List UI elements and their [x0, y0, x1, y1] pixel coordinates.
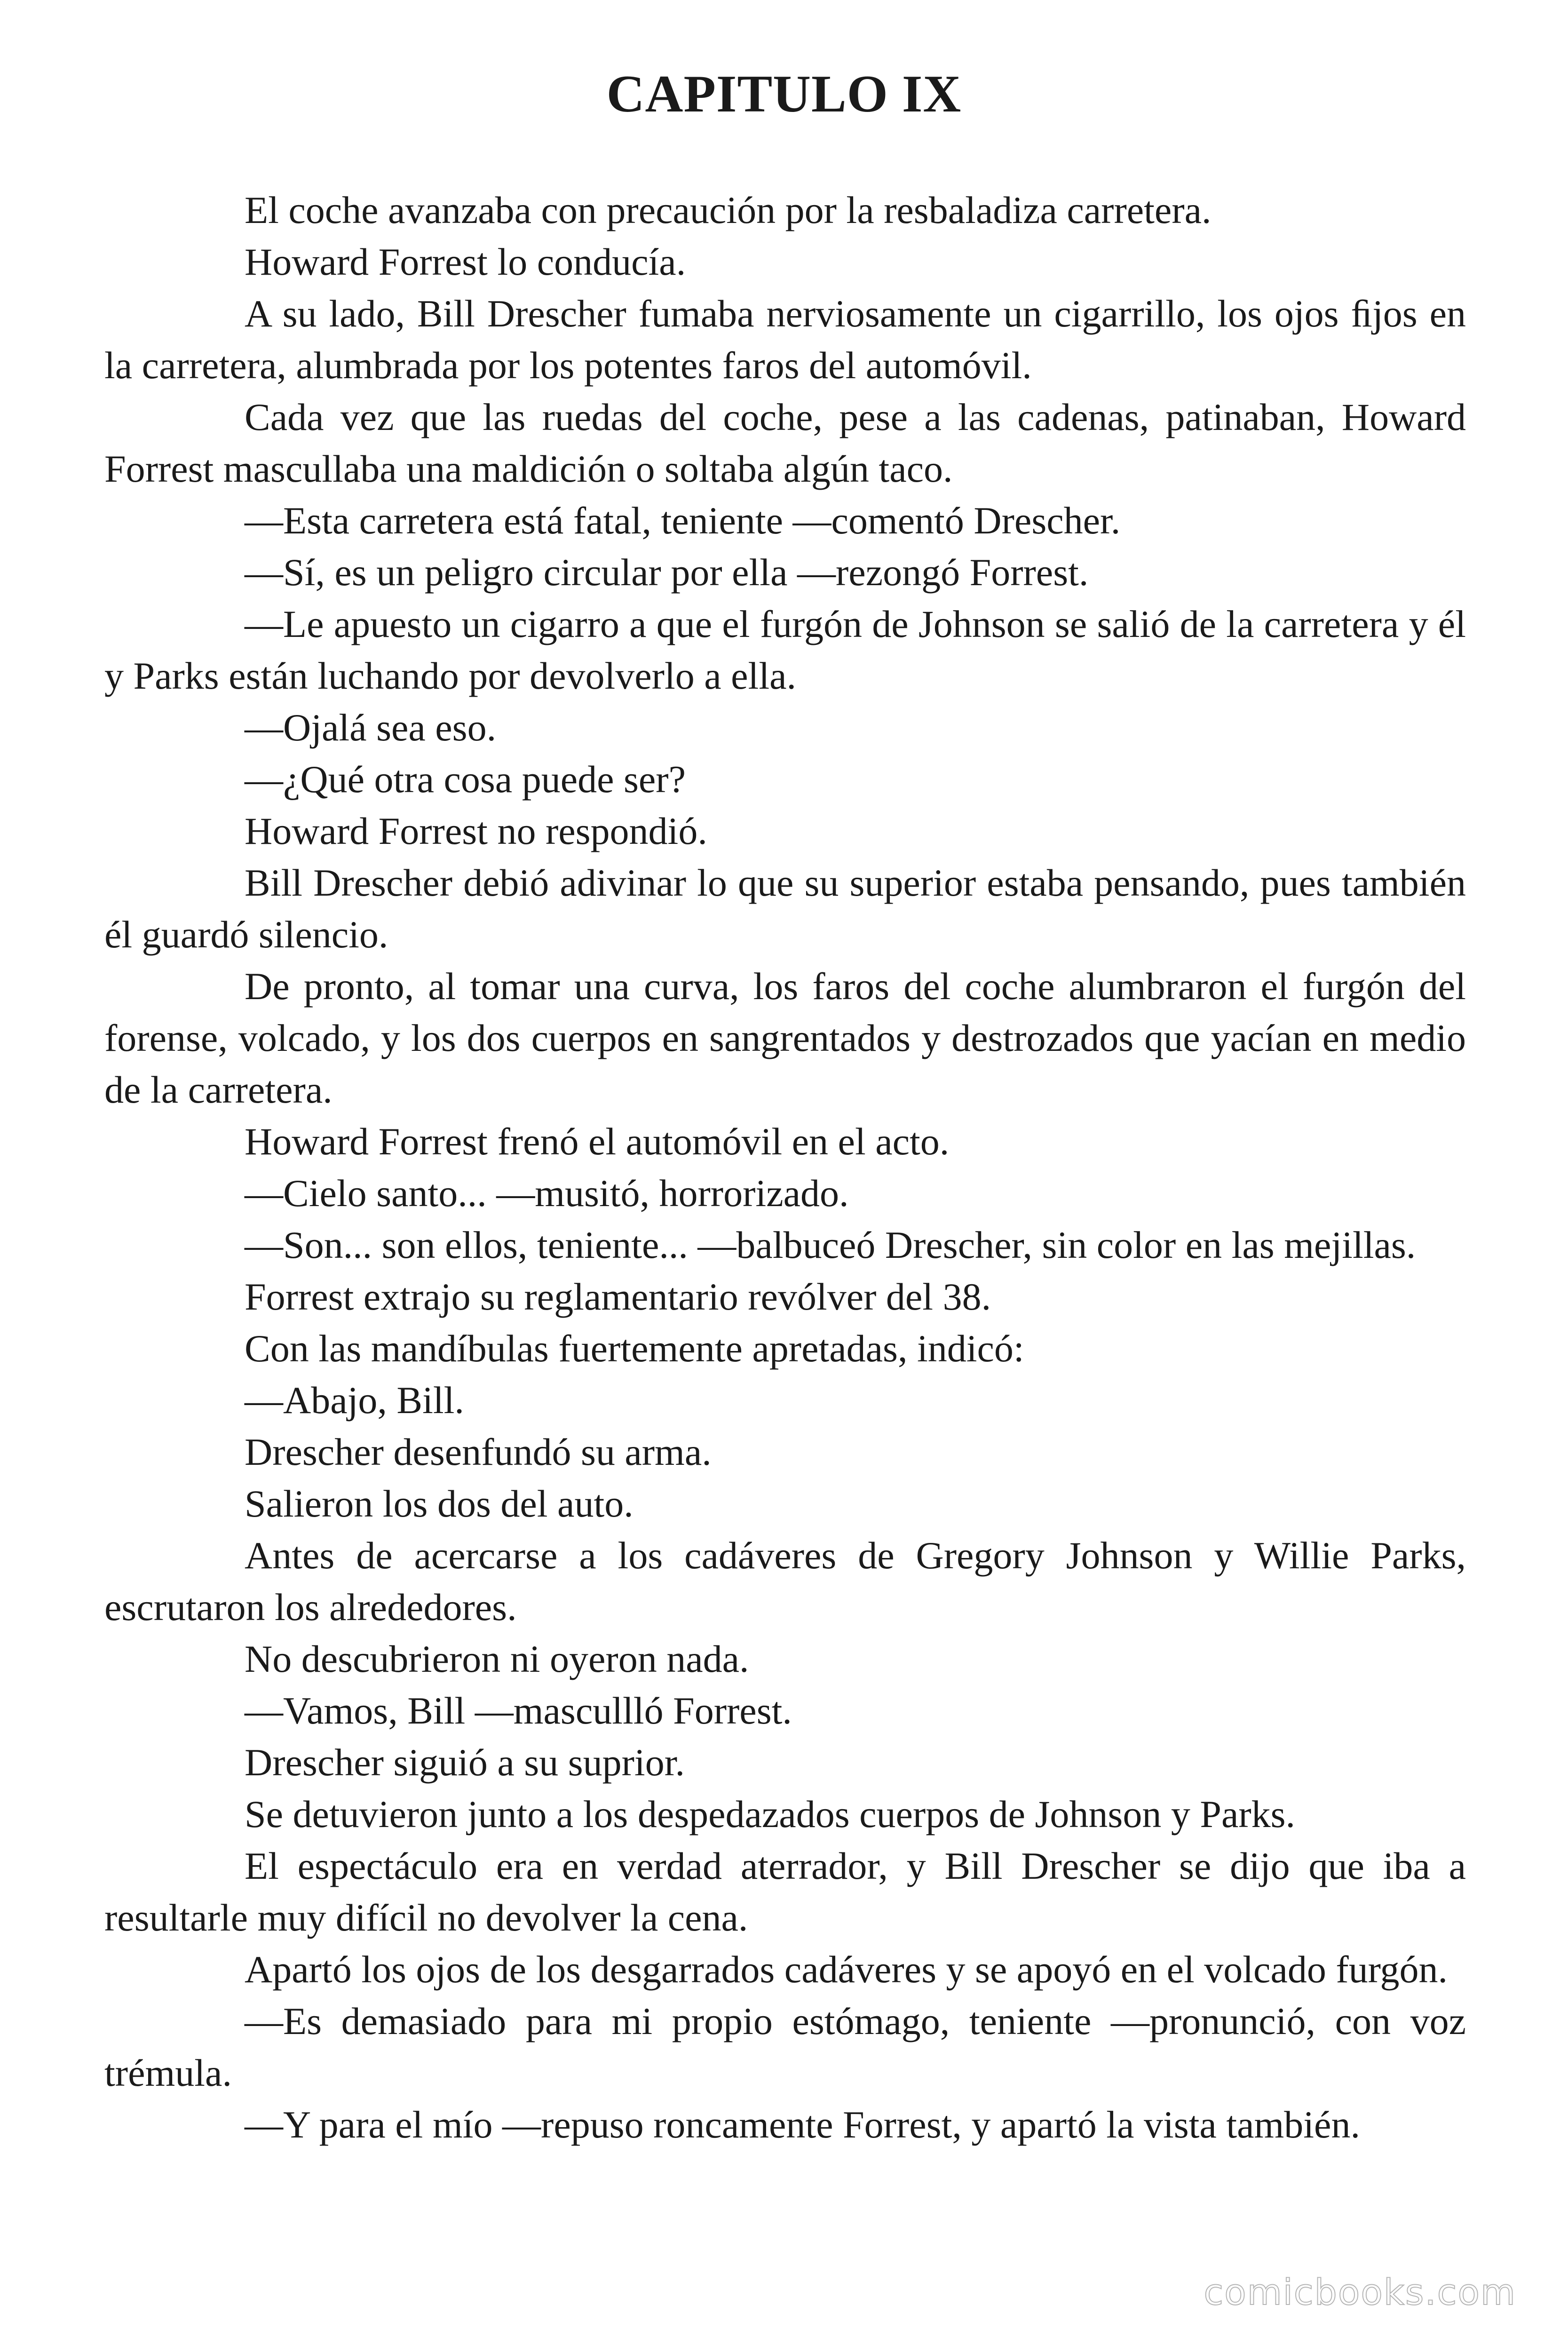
paragraph: De pronto, al tomar una curva, los faros del coche alumbraron el furgón del forense, volcado, y los dos cuerpos en sangrentados y destrozados que yacían en medio de la carretera.: [104, 965, 1466, 1111]
chapter-body: [104, 184, 1466, 2151]
paragraph: No descubrieron ni oyeron nada.: [245, 1637, 749, 1680]
paragraph: Drescher desenfundó su arma.: [245, 1430, 712, 1473]
paragraph: Drescher siguió a su suprior.: [245, 1741, 685, 1784]
paragraph: Antes de acercarse a los cadáveres de Gregory Johnson y Willie Parks, escrutaron los alrededores.: [104, 1534, 1466, 1629]
paragraph: —Esta carretera está fatal, teniente —comentó Drescher.: [245, 499, 1121, 542]
paragraph: —Cielo santo... —musitó, horrorizado.: [245, 1172, 849, 1215]
paragraph: Bill Drescher debió adivinar lo que su superior estaba pensando, pues también él guardó silencio.: [104, 861, 1466, 956]
paragraph: —Sí, es un peligro circular por ella —rezongó Forrest.: [245, 551, 1089, 594]
paragraph: —Es demasiado para mi propio estómago, teniente —pronunció, con voz trémula.: [104, 2000, 1466, 2094]
paragraph: Howard Forrest no respondió.: [245, 810, 707, 852]
paragraph: —Son... son ellos, teniente... —balbuceó Drescher, sin color en las mejillas.: [245, 1224, 1416, 1266]
paragraph: —Le apuesto un cigarro a que el furgón de Johnson se salió de la carretera y él y Parks están luchando por devolverlo a ella.: [104, 603, 1466, 697]
paragraph: —Vamos, Bill —mascullló Forrest.: [245, 1689, 792, 1732]
paragraph: —Ojalá sea eso.: [245, 706, 497, 749]
watermark: comicbooks.com: [1204, 2271, 1516, 2313]
paragraph: —¿Qué otra cosa puede ser?: [245, 758, 686, 801]
paragraph: Howard Forrest frenó el automóvil en el acto.: [245, 1120, 950, 1163]
paragraph: El coche avanzaba con precaución por la resbaladiza carretera.: [245, 189, 1212, 231]
paragraph: Cada vez que las ruedas del coche, pese a las cadenas, patinaban, Howard Forrest mascullaba una maldición o soltaba algún taco.: [104, 396, 1466, 490]
paragraph: Apartó los ojos de los desgarrados cadáveres y se apoyó en el volcado furgón.: [245, 1948, 1448, 1991]
paragraph: Salieron los dos del auto.: [245, 1482, 634, 1525]
paragraph: Howard Forrest lo conducía.: [245, 240, 686, 283]
paragraph: —Abajo, Bill.: [245, 1379, 464, 1422]
paragraph: Se detuvieron junto a los despedazados cuerpos de Johnson y Parks.: [245, 1793, 1296, 1836]
paragraph: Forrest extrajo su reglamentario revólver del 38.: [245, 1275, 991, 1318]
paragraph: A su lado, Bill Drescher fumaba nerviosamente un cigarrillo, los ojos ﬁjos en la carretera, alumbrada por los potentes faros del automóvil.: [104, 292, 1466, 387]
paragraph: Con las mandíbulas fuertemente apretadas, indicó:: [245, 1327, 1024, 1370]
paragraph: —Y para el mío —repuso roncamente Forrest, y apartó la vista también.: [245, 2103, 1360, 2146]
paragraph: El espectáculo era en verdad aterrador, y Bill Drescher se dijo que iba a resultarle muy difícil no devolver la cena.: [104, 1844, 1466, 1939]
chapter-title: CAPITULO IX: [606, 65, 962, 123]
